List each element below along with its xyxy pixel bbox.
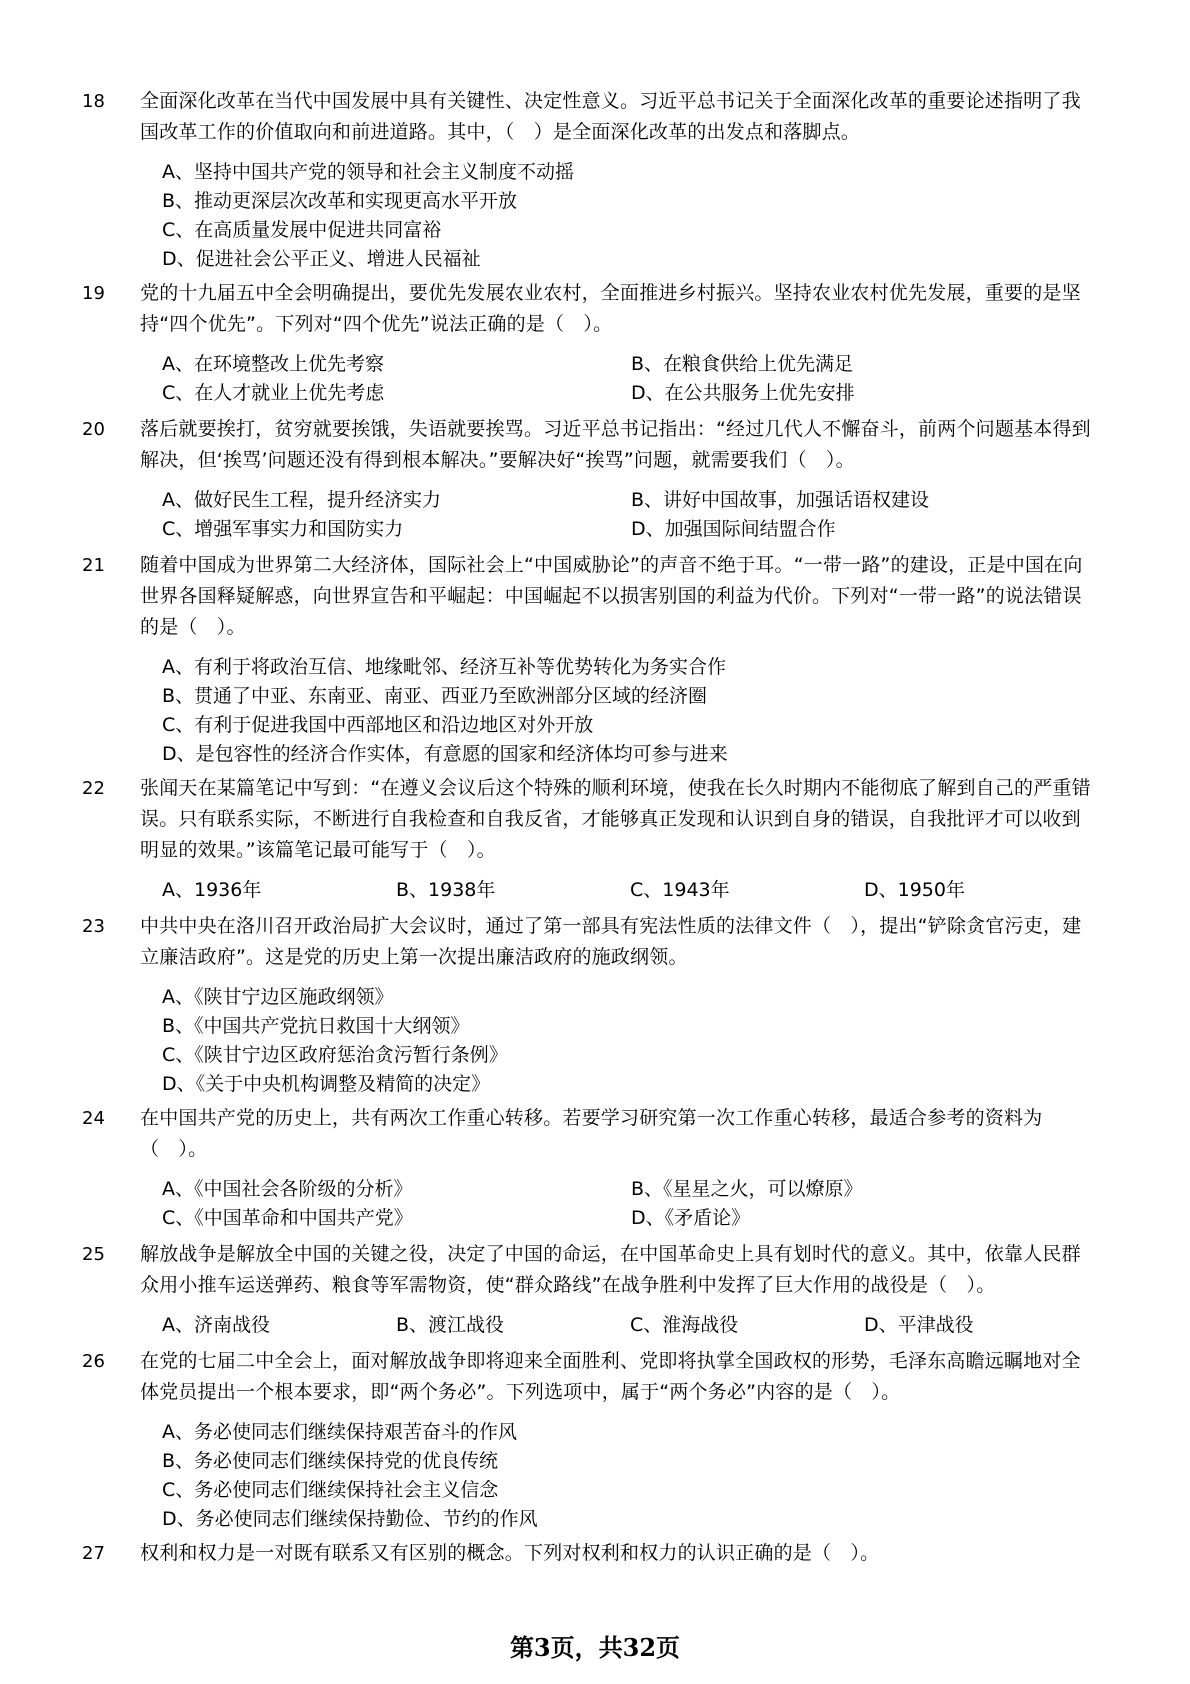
answer-option: B、《星星之火，可以燎原》 <box>631 1178 863 1200</box>
answer-options <box>162 1418 1092 1534</box>
question-number: 18 <box>82 91 105 112</box>
question-stem: 随着中国成为世界第二大经济体，国际社会上“中国威胁论”的声音不绝于耳。“一带一路”的建设，正是中国在向世界各国释疑解惑，向世界宣告和平崛起：中国崛起不以损害别国的利益为代价。下列对“一带一路”的说法错误的是（ ）。 <box>140 554 1083 638</box>
answer-options <box>162 1311 1098 1340</box>
answer-option: C、淮海战役 <box>630 1314 739 1336</box>
answer-option: A、坚持中国共产党的领导和社会主义制度不动摇 <box>162 161 574 183</box>
answer-option: D、在公共服务上优先安排 <box>631 382 855 404</box>
question-body <box>140 414 1100 544</box>
answer-option: A、济南战役 <box>162 1314 270 1336</box>
answer-options <box>162 876 1098 905</box>
option-row <box>162 486 1100 515</box>
question-body <box>140 278 1100 408</box>
option-row <box>162 711 1092 740</box>
option-row <box>162 187 1092 216</box>
answer-options <box>162 158 1092 274</box>
question-stem: 落后就要挨打，贫穷就要挨饿，失语就要挨骂。习近平总书记指出：“经过几代人不懈奋斗，前两个问题基本得到解决，但‘挨骂’问题还没有得到根本解决。”要解决好“挨骂”问题，就需要我们（ ）。 <box>140 418 1091 471</box>
option-row <box>162 1204 1100 1233</box>
option-row <box>162 1012 1092 1041</box>
option-row <box>162 876 1098 905</box>
answer-options <box>162 983 1092 1099</box>
question-body <box>140 550 1092 769</box>
answer-option: D、平津战役 <box>864 1314 974 1336</box>
question-number: 27 <box>82 1543 105 1564</box>
answer-option: C、在高质量发展中促进共同富裕 <box>162 219 442 241</box>
question-number: 23 <box>82 916 105 937</box>
answer-options <box>162 350 1100 408</box>
question-number: 24 <box>82 1108 105 1129</box>
question-number: 19 <box>82 283 105 304</box>
question-body <box>140 911 1092 1099</box>
answer-option: A、《中国社会各阶级的分析》 <box>162 1178 413 1200</box>
question-stem: 权利和权力是一对既有联系又有区别的概念。下列对权利和权力的认识正确的是（ ）。 <box>140 1542 880 1564</box>
question-item <box>82 278 1092 408</box>
option-row <box>162 1311 1098 1340</box>
answer-options <box>162 486 1100 544</box>
option-row <box>162 245 1092 274</box>
page-number-footer: 第3页，共32页 <box>509 1633 681 1662</box>
question-stem: 在党的七届二中全会上，面对解放战争即将迎来全面胜利、党即将执掌全国政权的形势，毛泽东高瞻远瞩地对全体党员提出一个根本要求，即“两个务必”。下列选项中，属于“两个务必”内容的是（ ）。 <box>140 1350 1081 1403</box>
question-body <box>140 1538 1092 1569</box>
option-row <box>162 158 1092 187</box>
question-item <box>82 1239 1092 1340</box>
question-body <box>140 773 1098 905</box>
answer-options <box>162 653 1092 769</box>
answer-option: A、有利于将政治互信、地缘毗邻、经济互补等优势转化为务实合作 <box>162 656 726 678</box>
answer-option: D、促进社会公平正义、增进人民福祉 <box>162 248 481 270</box>
answer-option: D、是包容性的经济合作实体，有意愿的国家和经济体均可参与进来 <box>162 743 728 765</box>
answer-option: B、在粮食供给上优先满足 <box>631 353 854 375</box>
answer-option: B、渡江战役 <box>396 1314 505 1336</box>
option-row <box>162 1447 1092 1476</box>
answer-option: B、1938年 <box>396 879 496 901</box>
question-body <box>140 86 1092 274</box>
answer-option: A、做好民生工程，提升经济实力 <box>162 489 441 511</box>
answer-option: B、贯通了中亚、东南亚、南亚、西亚乃至欧洲部分区域的经济圈 <box>162 685 708 707</box>
question-body <box>140 1103 1100 1233</box>
answer-option: C、《中国革命和中国共产党》 <box>162 1207 413 1229</box>
option-row <box>162 350 1100 379</box>
answer-option: D、《关于中央机构调整及精简的决定》 <box>162 1073 491 1095</box>
question-body <box>140 1346 1092 1534</box>
answer-option: D、1950年 <box>864 879 965 901</box>
question-item <box>82 86 1092 274</box>
question-number: 21 <box>82 555 105 576</box>
answer-option: C、务必使同志们继续保持社会主义信念 <box>162 1479 499 1501</box>
answer-option: A、在环境整改上优先考察 <box>162 353 384 375</box>
option-row <box>162 1041 1092 1070</box>
answer-option: B、务必使同志们继续保持党的优良传统 <box>162 1450 499 1472</box>
answer-option: C、1943年 <box>630 879 730 901</box>
question-item <box>82 1538 1092 1569</box>
question-item <box>82 911 1092 1099</box>
answer-option: A、1936年 <box>162 879 262 901</box>
option-row <box>162 653 1092 682</box>
answer-option: C、有利于促进我国中西部地区和沿边地区对外开放 <box>162 714 594 736</box>
question-stem: 中共中央在洛川召开政治局扩大会议时，通过了第一部具有宪法性质的法律文件（ ），提出“铲除贪官污吏，建立廉洁政府”。这是党的历史上第一次提出廉洁政府的施政纲领。 <box>140 915 1082 968</box>
answer-option: B、推动更深层次改革和实现更高水平开放 <box>162 190 518 212</box>
answer-options <box>162 1175 1100 1233</box>
answer-option: D、务必使同志们继续保持勤俭、节约的作风 <box>162 1508 538 1530</box>
option-row <box>162 216 1092 245</box>
question-item <box>82 550 1092 769</box>
question-body <box>140 1239 1098 1340</box>
question-number: 20 <box>82 419 105 440</box>
question-number: 26 <box>82 1351 105 1372</box>
option-row <box>162 379 1100 408</box>
question-stem: 在中国共产党的历史上，共有两次工作重心转移。若要学习研究第一次工作重心转移，最适合参考的资料为（ ）。 <box>140 1107 1043 1160</box>
option-row <box>162 682 1092 711</box>
answer-option: D、加强国际间结盟合作 <box>631 518 836 540</box>
option-row <box>162 1175 1100 1204</box>
answer-option: C、《陕甘宁边区政府惩治贪污暂行条例》 <box>162 1044 508 1066</box>
question-number: 25 <box>82 1244 105 1265</box>
answer-option: A、《陕甘宁边区施政纲领》 <box>162 986 394 1008</box>
question-item <box>82 1346 1092 1534</box>
option-row <box>162 1505 1092 1534</box>
question-item <box>82 773 1092 905</box>
answer-option: B、讲好中国故事，加强话语权建设 <box>631 489 930 511</box>
question-list <box>82 86 1092 1569</box>
answer-option: C、增强军事实力和国防实力 <box>162 518 404 540</box>
answer-option: A、务必使同志们继续保持艰苦奋斗的作风 <box>162 1421 517 1443</box>
answer-option: B、《中国共产党抗日救国十大纲领》 <box>162 1015 470 1037</box>
option-row <box>162 740 1092 769</box>
option-row <box>162 1418 1092 1447</box>
question-stem: 解放战争是解放全中国的关键之役，决定了中国的命运，在中国革命史上具有划时代的意义。其中，依靠人民群众用小推车运送弹药、粮食等军需物资，使“群众路线”在战争胜利中发挥了巨大作用的战役是（ ）。 <box>140 1243 1081 1296</box>
answer-option: D、《矛盾论》 <box>631 1207 751 1229</box>
option-row <box>162 983 1092 1012</box>
question-item <box>82 1103 1092 1233</box>
answer-option: C、在人才就业上优先考虑 <box>162 382 385 404</box>
option-row <box>162 515 1100 544</box>
question-stem: 张闻天在某篇笔记中写到：“在遵义会议后这个特殊的顺利环境，使我在长久时期内不能彻底了解到自己的严重错误。只有联系实际，不断进行自我检查和自我反省，才能够真正发现和认识到自身的错误，自我批评才可以收到明显的效果。”该篇笔记最可能写于（ ）。 <box>140 777 1091 861</box>
question-number: 22 <box>82 778 105 799</box>
question-stem: 党的十九届五中全会明确提出，要优先发展农业农村，全面推进乡村振兴。坚持农业农村优先发展，重要的是坚持“四个优先”。下列对“四个优先”说法正确的是（ ）。 <box>140 282 1081 335</box>
question-stem: 全面深化改革在当代中国发展中具有关键性、决定性意义。习近平总书记关于全面深化改革的重要论述指明了我国改革工作的价值取向和前进道路。其中，（ ）是全面深化改革的出发点和落脚点。 <box>140 90 1081 143</box>
question-item <box>82 414 1092 544</box>
option-row <box>162 1476 1092 1505</box>
option-row <box>162 1070 1092 1099</box>
